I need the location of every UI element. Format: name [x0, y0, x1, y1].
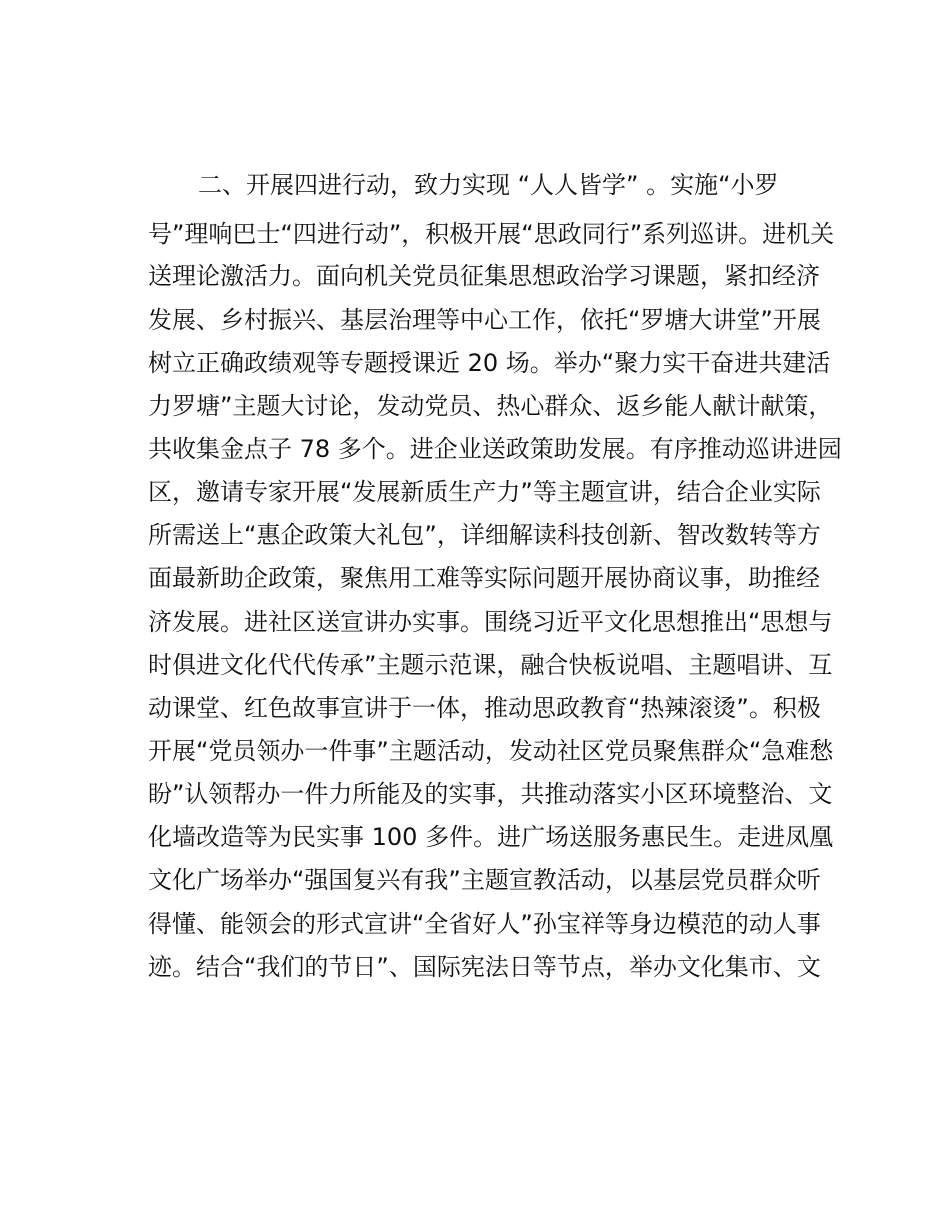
paragraph-line: 化墙改造等为民实事 100 多件。进广场送服务惠民生。走进凤凰	[148, 823, 834, 851]
paragraph-line: 树立正确政绩观等专题授课近 20 场。举办“聚力实干奋进共建活	[148, 349, 831, 377]
paragraph-line: 文化广场举办“强国复兴有我”主题宣教活动，以基层党员群众听	[148, 866, 821, 894]
paragraph-line: 二、开展四进行动，致力实现 “人人皆学” 。实施“小罗	[198, 171, 779, 199]
paragraph-line: 发展、乡村振兴、基层治理等中心工作，依托“罗塘大讲堂”开展	[148, 306, 821, 334]
paragraph-line: 济发展。进社区送宣讲办实事。围绕习近平文化思想推出“思想与	[148, 608, 833, 636]
paragraph-line: 所需送上“惠企政策大礼包”，详细解读科技创新、智改数转等方	[148, 521, 821, 549]
paragraph-line: 得懂、能领会的形式宣讲“全省好人”孙宝祥等身边模范的动人事	[148, 910, 821, 938]
paragraph-line: 共收集金点子 78 多个。进企业送政策助发展。有序推动巡讲进园	[148, 435, 842, 463]
paragraph-line: 力罗塘”主题大讨论，发动党员、热心群众、返乡能人献计献策，	[148, 392, 833, 420]
paragraph-line: 动课堂、红色故事宣讲于一体，推动思政教育“热辣滚烫”。积极	[148, 694, 821, 722]
paragraph-line: 送理论激活力。面向机关党员征集思想政治学习课题，紧扣经济	[148, 262, 820, 290]
paragraph-line: 时俱进文化代代传承”主题示范课，融合快板说唱、主题唱讲、互	[148, 651, 833, 679]
paragraph-line: 开展“党员领办一件事”主题活动，发动社区党员聚焦群众“急难愁	[148, 737, 834, 765]
paragraph-line: 迹。结合“我们的节日”、国际宪法日等节点，举办文化集市、文	[148, 953, 821, 981]
paragraph-line: 号”理响巴士“四进行动”，积极开展“思政同行”系列巡讲。进机关	[148, 220, 835, 248]
paragraph-line: 面最新助企政策，聚焦用工难等实际问题开展协商议事，助推经	[148, 564, 820, 592]
paragraph-line: 盼”认领帮办一件力所能及的实事，共推动落实小区环境整治、文	[148, 780, 833, 808]
paragraph-line: 区，邀请专家开展“发展新质生产力”等主题宣讲，结合企业实际	[148, 478, 821, 506]
